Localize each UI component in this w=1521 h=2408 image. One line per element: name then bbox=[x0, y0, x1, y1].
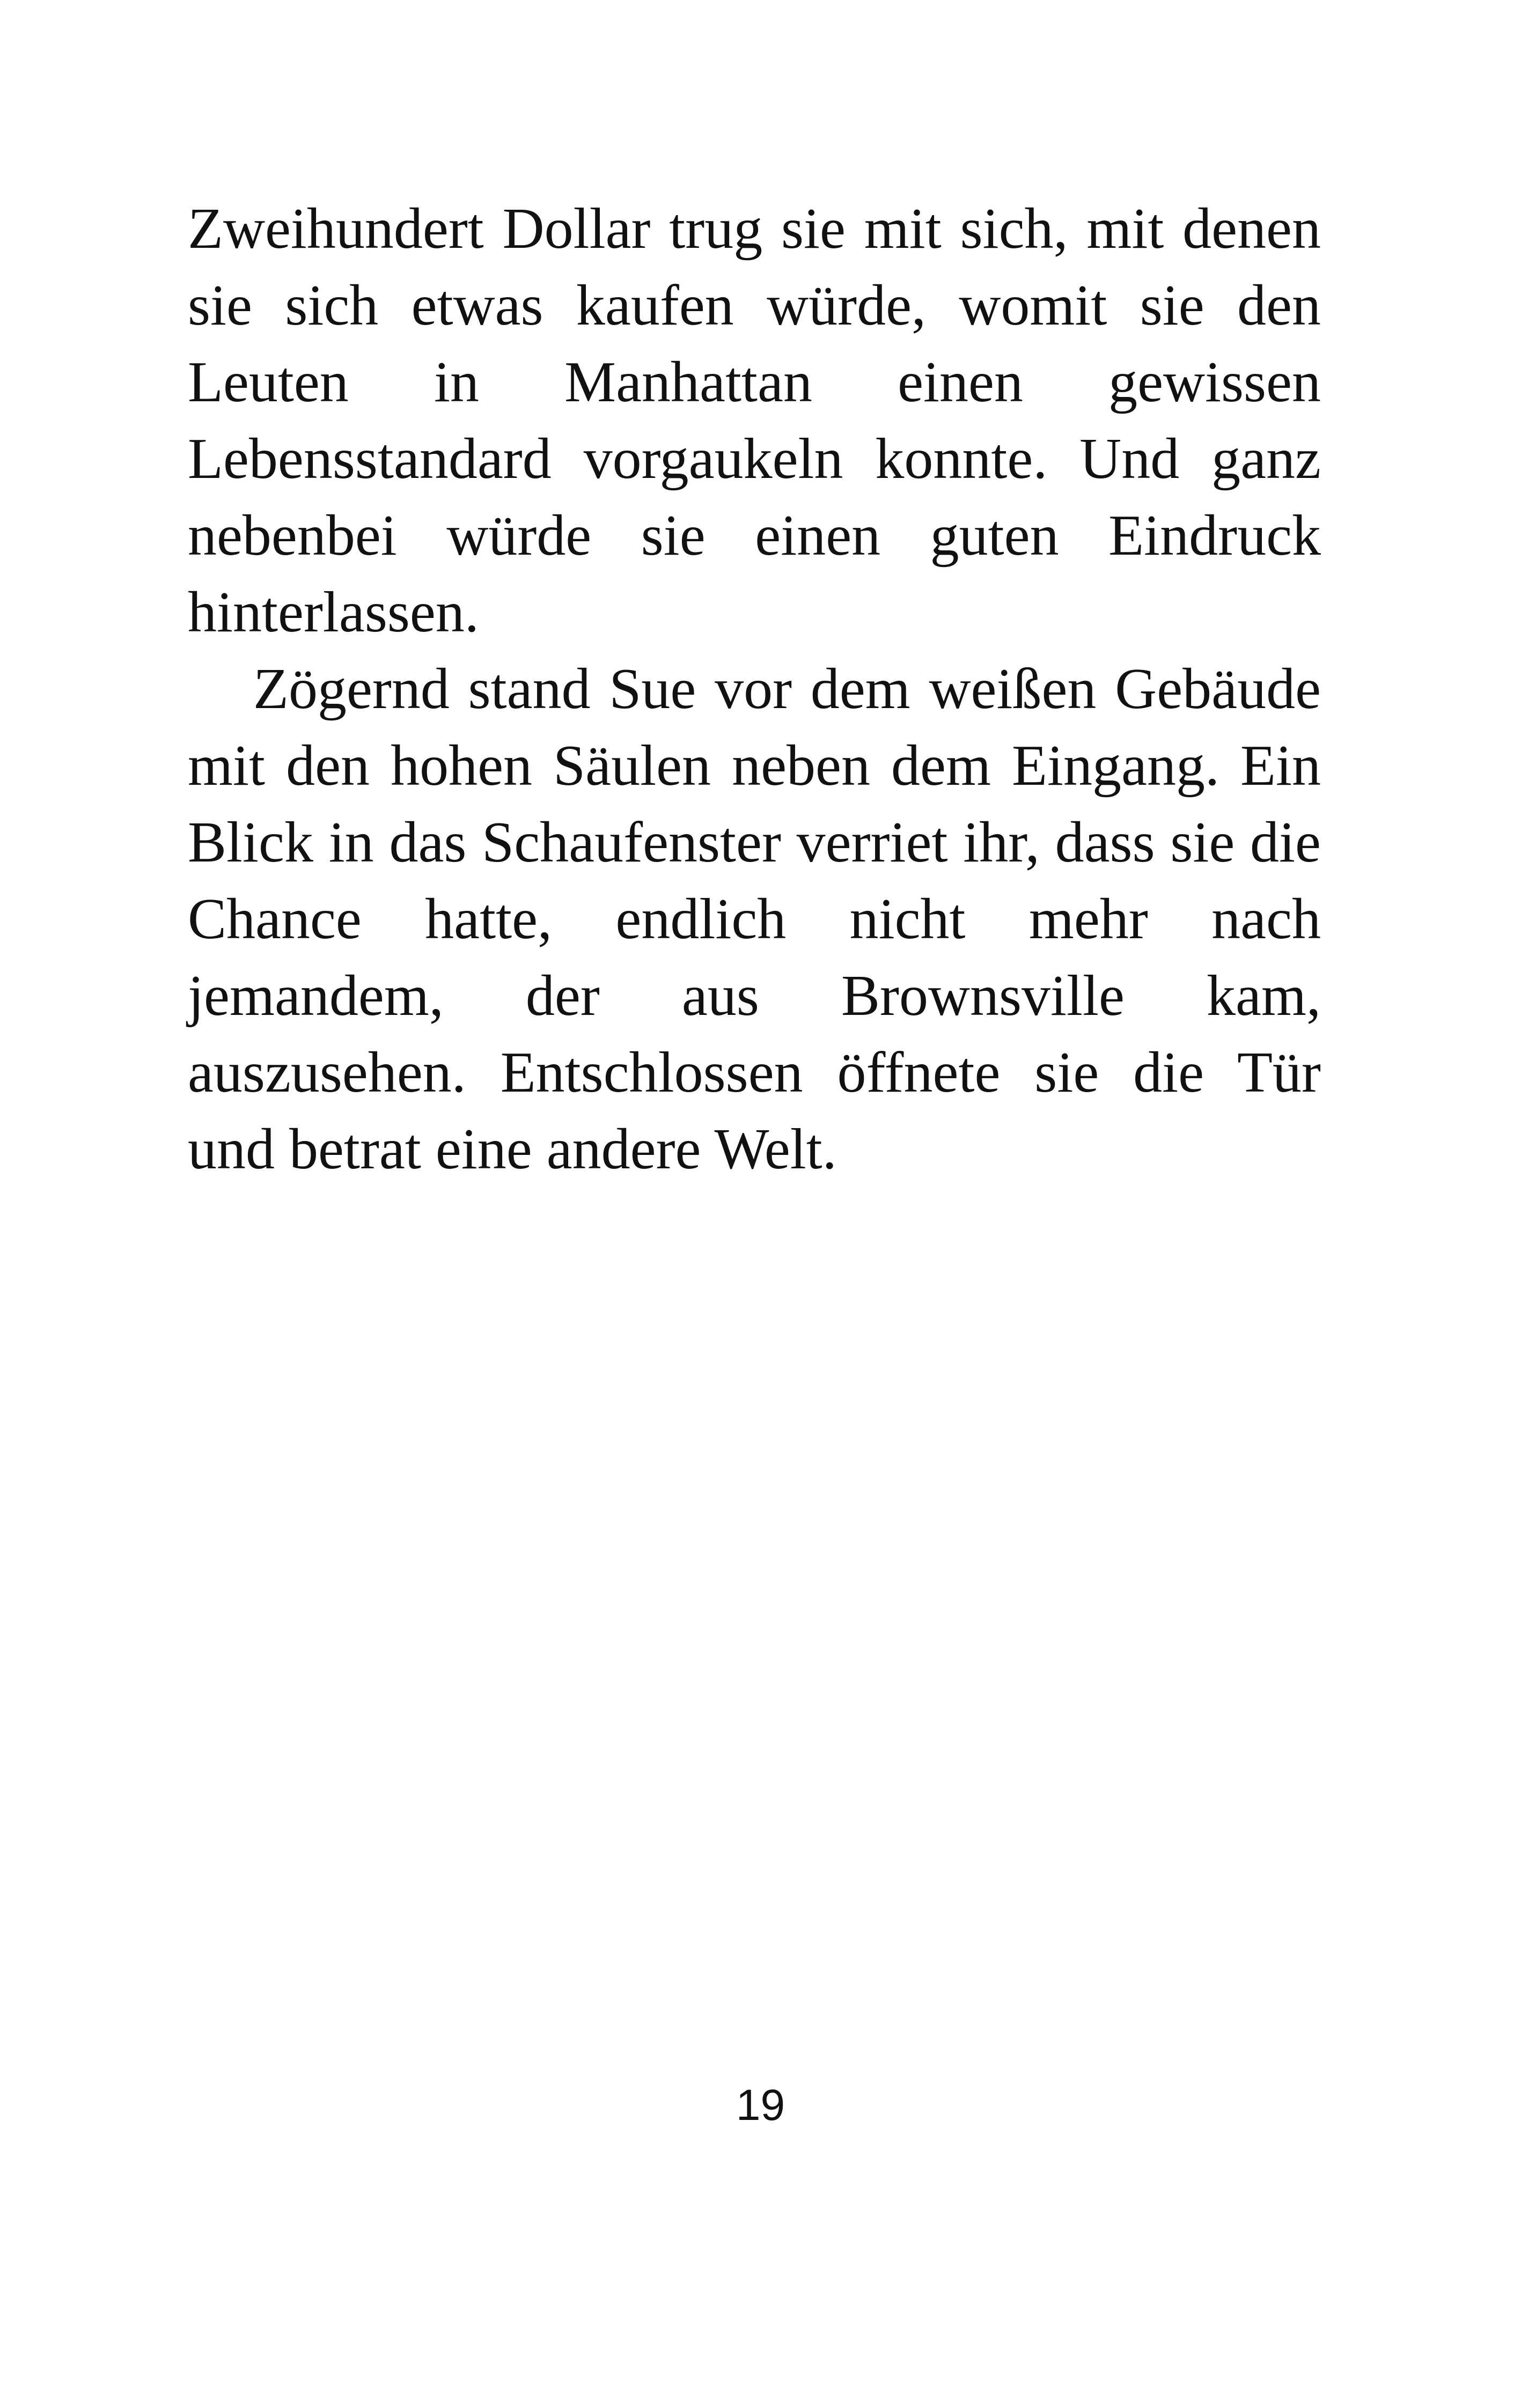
paragraph-1: Zweihundert Dollar trug sie mit sich, mit denen sie sich etwas kaufen würde, womit sie den Leuten in Manhattan einen gewissen Lebensstandard vorgaukeln konnte. Und ganz nebenbei würde sie einen guten Eindruck hinterlassen. bbox=[188, 197, 1321, 644]
paragraph-2: Zögernd stand Sue vor dem weißen Gebäude mit den hohen Säulen neben dem Eingang. Ein Blick in das Schaufenster verriet ihr, dass sie die Chance hatte, endlich nicht mehr nach jemandem, der aus Brownsville kam, auszusehen. Entschlossen öffnete sie die Tür und betrat eine andere Welt. bbox=[188, 657, 1321, 1181]
body-text bbox=[188, 190, 1321, 1188]
page-number: 19 bbox=[736, 2081, 785, 2130]
